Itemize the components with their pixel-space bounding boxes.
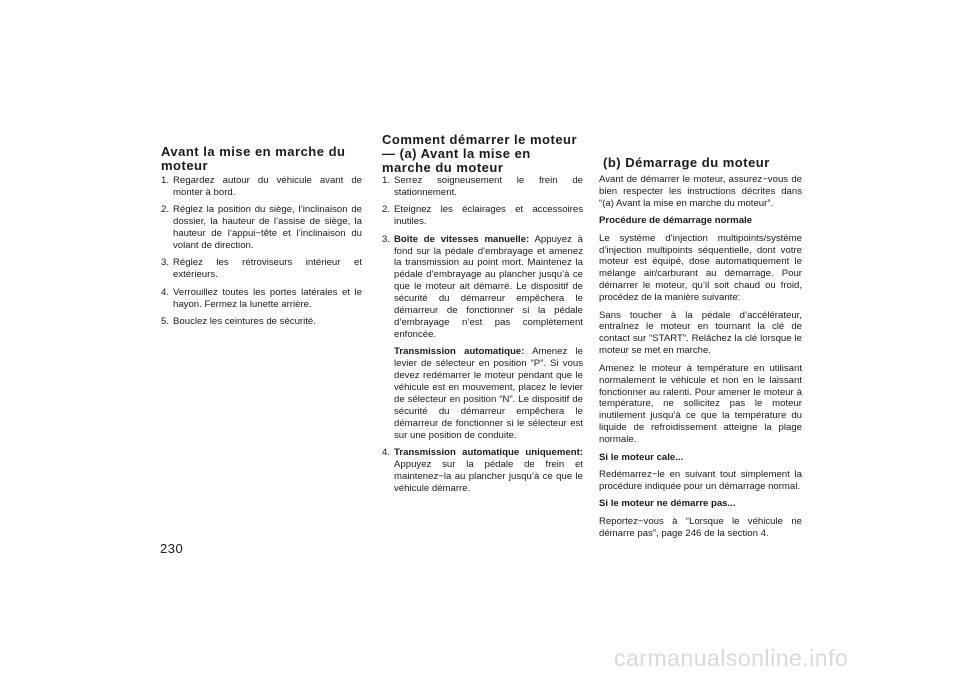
section-heading-before-starting: Avant la mise en marche du moteur (161, 144, 346, 173)
checklist (161, 175, 362, 333)
subheading-normal-start: Procédure de démarrage normale (599, 215, 753, 227)
section-heading-starting-engine: (b) Démarrage du moteur (603, 155, 770, 170)
list-item: 2. Réglez la position du siège, l’inclinaison de dossier, la hauteur de l’assise de siège, la hauteur de l’appui−tête et l’inclinaison du volant de direction. (161, 204, 362, 252)
page-number: 230 (160, 541, 184, 556)
list-item: 1. Regardez autour du véhicule avant de monter à bord. (161, 175, 362, 198)
list-item: 4. Transmission automatique uniquement: Appuyez sur la pédale de frein et maintenez−la au plancher jusqu’à ce que le véhicule démarre. (382, 447, 583, 494)
subheading-engine-stalls: Si le moteur cale... (599, 451, 684, 463)
list-item: 4. Verrouillez toutes les portes latérales et le hayon. Fermez la lunette arrière. (161, 286, 362, 310)
list-item: 3. Réglez les rétroviseurs intérieur et extérieurs. (161, 257, 362, 281)
list-item: 1. Serrez soigneusement le frein de stationnement. (382, 175, 583, 198)
list-item: 2. Eteignez les éclairages et accessoires inutiles. (382, 204, 583, 228)
start-steps (382, 175, 583, 500)
subheading-engine-wont-start: Si le moteur ne démarre pas... (599, 498, 736, 510)
automatic-transmission-paragraph: Transmission automatique: Amenez le levier de sélecteur en position “P”. Si vous devez redémarrer le moteur pendant que le véhicule est en mouvement, placez le levier de sélecteur en position “N”. Le dispositif de sécurité du démarreur empêchera le démarreur de fonctionner si le sélecteur est sur une position de conduite. (394, 346, 583, 441)
starting-engine-text: Avant de démarrer le moteur, assurez−vous de bien respecter les instructions décrites dans “(a) Avant la mise en marche du moteur”. Procédure de démarrage normale Le système d’injection multipoints/système d’injection multipoints séquentielle, dont votre moteur est équipé, dose automatiquement le mélange air/carburant au démarrage. Pour démarrer le moteur, qu’il soit chaud ou froid, procédez de la manière suivante: Sans toucher à la pédale d’accélérateur, entraînez le moteur en tournant la clé de contact sur “START”. Relâchez la clé lorsque le moteur se met en marche. Amenez le moteur à température en utilisant normalement le véhicule et non en le laissant fonctionner au ralenti. Pour amener le moteur à température, ne sollicitez pas le moteur inutilement jusqu’à ce que la température du liquide de refroidissement atteigne la plage normale. Si le moteur cale... Redémarrez−le en suivant tout simplement la procédure indiquée pour un démarrage normal. Si le moteur ne démarre pas... Reportez−vous à “Lorsque le véhicule ne démarre pas”, page 246 de la section 4. (599, 174, 802, 539)
section-heading-how-to-start: Comment démarrer le moteur— (a) Avant la mise en marche du moteur (382, 132, 578, 175)
list-item: 5. Bouclez les ceintures de sécurité. (161, 316, 316, 328)
manual-transmission-paragraph: Boîte de vitesses manuelle: Appuyez à fond sur la pédale d’embrayage et amenez la transmission au point mort. Maintenez la pédale d’embrayage au plancher jusqu’à ce que le moteur ait démarré. Le dispositif de sécurité du démarreur empêchera le démarreur de fonctionner si la pédale d’embrayage n’est pas complètement enfoncée. (394, 233, 583, 340)
watermark: carmanualsonline.info (614, 645, 849, 671)
list-item: 3. Boîte de vitesses manuelle: Appuyez à fond sur la pédale d’embrayage et amenez la transmission au point mort. Maintenez la pédale d’embrayage au plancher jusqu’à ce que le moteur ait démarré. Le dispositif de sécurité du démarreur empêchera le démarreur de fonctionner si la pédale d’embrayage n’est pas complètement enfoncée. Transmission automatique: Amenez le levier de sélecteur en position “P”. Si vous devez redémarrer le moteur pendant que le véhicule est en mouvement, placez le levier de sélecteur en position “N”. Le dispositif de sécurité du démarreur empêchera le démarreur de fonctionner si le sélecteur est sur une position de conduite. (382, 233, 583, 441)
